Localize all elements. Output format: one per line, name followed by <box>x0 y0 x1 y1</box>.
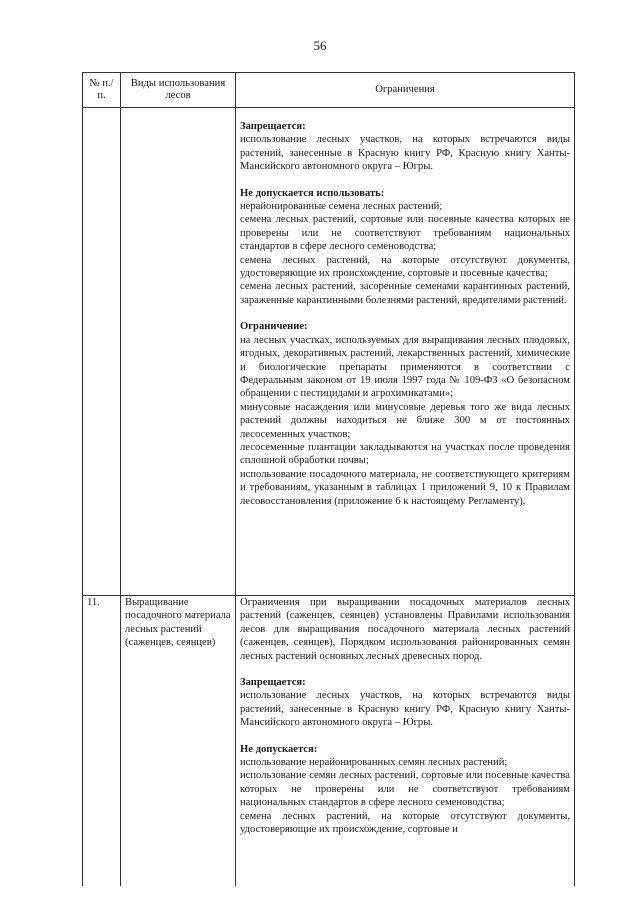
header-num: № п./п. <box>83 73 121 108</box>
usage-type-cell: Выращивание посадочного материала лесных растений (саженцев, сеянцев) <box>121 596 236 887</box>
restriction-line: Ограничения при выращивании посадочных материалов лесных растений (саженцев, сеянцев) установлены Правилами использования лесов для выращивания посадочного материала лесных растений (саженцев, сеянцев), Порядком использования районированных семян лесных растений основных лесных древесных пород. <box>240 597 570 662</box>
table-row <box>83 108 575 596</box>
restriction-line: лесосеменные плантации закладываются на участках после проведения сплошной обработки почвы; <box>240 441 570 467</box>
page-number: 56 <box>313 38 327 53</box>
header-usage-type: Виды использования лесов <box>121 73 236 108</box>
table-header-row <box>83 73 575 108</box>
restriction-block <box>240 676 570 730</box>
restrictions-cell <box>236 108 575 596</box>
restriction-line: семена лесных растений, на которые отсутствуют документы, удостоверяющие их происхождение, сортовые и <box>240 810 570 836</box>
restriction-line: использование посадочного материала, не соответствующего критериям и требованиям, указанным в таблицах 1 приложений 9, 10 к Правилам лесовосстановления (приложение 6 к настоящему Регламенту). <box>240 468 570 507</box>
restriction-line: семена лесных растений, на которые отсутствуют документы, удостоверяющие их происхождение, сортовые и посевные качества; <box>240 254 570 280</box>
restriction-block <box>240 320 570 508</box>
block-title: Не допускается: <box>240 743 318 755</box>
header-restrictions: Ограничения <box>236 73 575 108</box>
restrictions-table <box>82 72 575 886</box>
table-row <box>83 596 575 887</box>
restrictions-cell <box>236 596 575 887</box>
restriction-line: нерайонированные семена лесных растений; <box>240 201 443 213</box>
block-title: Запрещается: <box>240 121 306 132</box>
block-title: Не допускается использовать: <box>240 187 385 199</box>
restriction-line: минусовые насаждения или минусовые деревья того же вида лесных растений должны находиться не ближе 300 м от постоянных лесосеменных участков; <box>240 401 570 440</box>
restriction-line: на лесных участках, используемых для выращивания лесных плодовых, ягодных, декоративных растений, лекарственных растений, химические и биологические препараты применяются в соответствии с Федеральным законом от 19 июля 1997 года № 109-ФЗ «О безопасном обращении с пестицидами и агрохимикатами»; <box>240 334 570 400</box>
restriction-line: использование лесных участков, на которых встречаются виды растений, занесенные в Красную книгу РФ, Красную книгу Ханты-Мансийского автономного округа – Югры. <box>240 134 570 173</box>
row-number-cell: 11. <box>83 596 121 887</box>
block-title: Запрещается: <box>240 677 306 689</box>
restriction-block <box>240 120 570 174</box>
row-number-cell <box>83 108 121 596</box>
block-title: Ограничение: <box>240 321 308 333</box>
restriction-block <box>240 743 570 837</box>
restriction-line: использование нерайонированных семян лесных растений; <box>240 757 508 769</box>
restriction-line: семена лесных растений, засоренные семенами карантинных растений, зараженные карантинными болезнями растений, вредителями растений. <box>240 281 570 306</box>
restriction-line: семена лесных растений, сортовые или посевные качества которых не проверены или не соответствуют требованиям национальных стандартов в сфере лесного семеноводства; <box>240 214 570 253</box>
restriction-line: использование семян лесных растений, сортовые или посевные качества которых не проверены или не соответствуют требованиям национальных стандартов в сфере лесного семеноводства; <box>240 770 570 809</box>
usage-type-cell <box>121 108 236 596</box>
restriction-line: использование лесных участков, на которых встречаются виды растений, занесенные в Красную книгу РФ, Красную книгу Ханты-Мансийского автономного округа – Югры. <box>240 690 570 729</box>
restriction-block <box>240 596 570 663</box>
restriction-block <box>240 187 570 308</box>
